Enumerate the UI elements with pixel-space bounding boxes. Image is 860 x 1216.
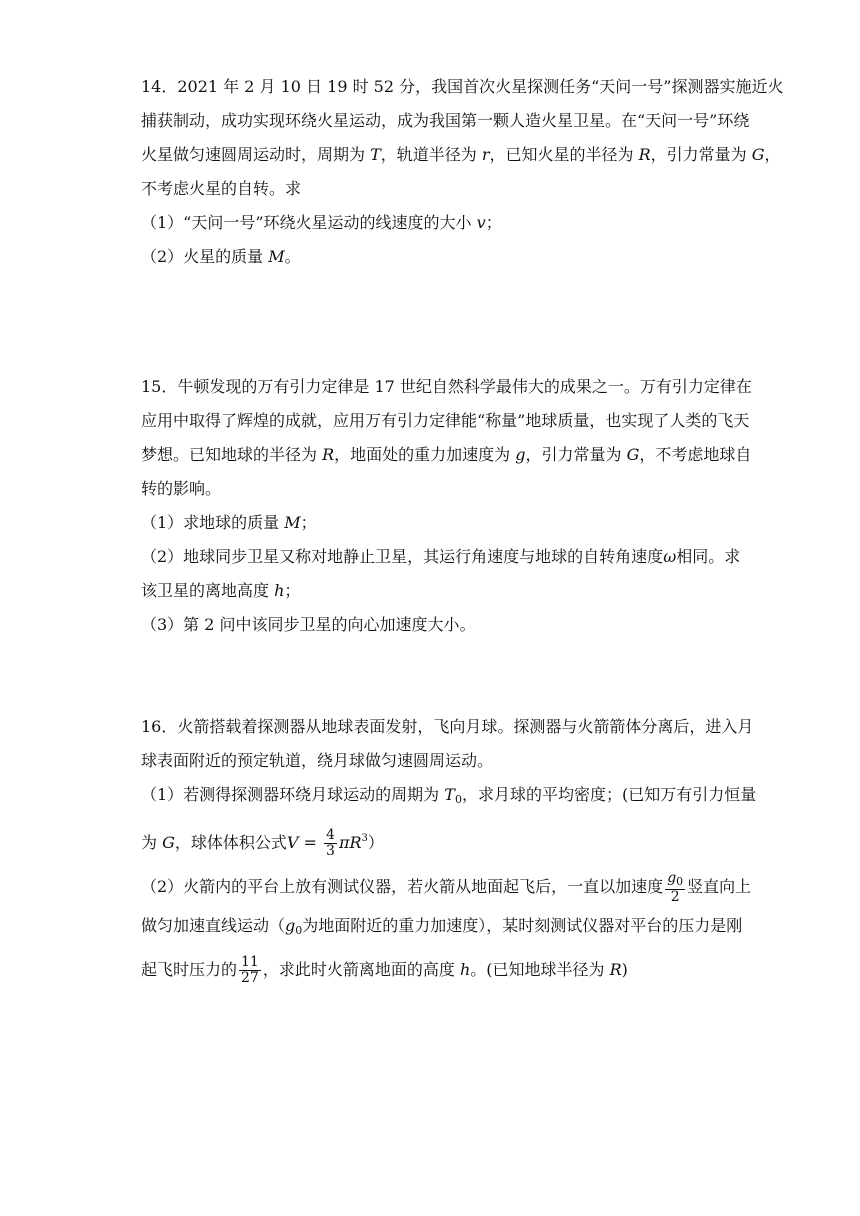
var-M: M: [284, 513, 301, 532]
var-v: v: [476, 213, 486, 232]
problem-16-question-2-cont-1: [141, 909, 743, 948]
problem-15-line-1: 15．牛顿发现的万有引力定律是 17 世纪自然科学最伟大的成果之一。万有引力定律在: [141, 377, 752, 396]
text: ，: [764, 145, 781, 164]
text: （1）若测得探测器环绕月球运动的周期为: [141, 785, 445, 804]
problem-15-line-3: [141, 438, 752, 472]
problem-14-line-4: 不考虑火星的自转。求: [141, 179, 302, 198]
problem-16-question-2-cont-2: [141, 948, 721, 992]
text: ，不考虑地球自: [639, 445, 752, 464]
text: ，球体体积公式: [174, 833, 287, 852]
text: （2）火星的质量: [141, 247, 269, 266]
problem-14-question-2: [141, 240, 721, 274]
text: ，已知火星的半径为: [489, 145, 639, 164]
fraction-denominator: 27: [241, 970, 259, 986]
text: 竖直向上: [687, 877, 752, 896]
var-R: R: [322, 445, 335, 464]
superscript-3: 3: [361, 833, 368, 844]
var-pi: π: [338, 833, 350, 852]
var-V: V: [286, 833, 299, 852]
text: 做匀加速直线运动（: [141, 916, 286, 935]
text: 。: [284, 247, 301, 266]
text: （1）“天问一号”环绕火星运动的线速度的大小: [141, 213, 477, 232]
text: ，引力常量为: [525, 445, 627, 464]
fraction-denominator: 3: [326, 843, 335, 859]
var-R: R: [638, 145, 651, 164]
fraction-numerator: 4: [326, 827, 335, 843]
problem-16-question-1-cont: [141, 817, 721, 865]
text: ；: [284, 581, 301, 600]
text: ，求月球的平均密度；(已知万有引力恒量: [461, 785, 757, 804]
text: ，地面处的重力加速度为: [334, 445, 516, 464]
fraction-11-27: [239, 955, 261, 986]
text: ，求此时火箭离地面的高度: [262, 960, 460, 979]
problem-16-question-1: [141, 778, 757, 817]
text: 起飞时压力的: [141, 960, 238, 979]
text: ）: [367, 833, 384, 852]
problem-15: [141, 370, 752, 642]
text: ): [621, 960, 628, 979]
var-h: h: [274, 581, 285, 600]
var-h: h: [459, 960, 471, 979]
problem-15-question-2: [141, 540, 741, 574]
var-G: G: [751, 145, 765, 164]
problem-14: [141, 70, 784, 274]
problem-15-question-3: （3）第 2 问中该同步卫星的向心加速度大小。: [141, 615, 476, 634]
text: 。(已知地球半径为: [470, 960, 610, 979]
problem-15-line-4: 转的影响。: [141, 479, 222, 498]
var-R: R: [349, 833, 362, 852]
var-M: M: [268, 247, 285, 266]
problem-16-question-2: [141, 865, 752, 909]
problem-15-line-2: 应用中取得了辉煌的成就，应用万有引力定律能“称量”地球质量，也实现了人类的飞天: [141, 411, 750, 430]
fraction-4-3: [324, 828, 337, 859]
text: ，引力常量为: [650, 145, 752, 164]
subscript-0: 0: [676, 874, 684, 888]
equals: =: [298, 833, 323, 852]
text: 相同。求: [676, 547, 741, 566]
var-r: r: [481, 145, 490, 164]
var-T0: T: [444, 785, 455, 804]
problem-16-line-2: 球表面附近的预定轨道，绕月球做匀速圆周运动。: [141, 751, 494, 770]
text: ，轨道半径为: [380, 145, 482, 164]
var-g: g: [667, 869, 677, 886]
problem-15-question-1: [141, 506, 721, 540]
text: 为地面附近的重力加速度），某时刻测试仪器对平台的压力是刚: [302, 916, 743, 935]
var-g: g: [515, 445, 526, 464]
text: （1）求地球的质量: [141, 513, 285, 532]
text: 为: [141, 833, 163, 852]
var-omega: ω: [663, 547, 677, 566]
text: 梦想。已知地球的半径为: [141, 445, 323, 464]
text: 火星做匀速圆周运动时，周期为: [141, 145, 371, 164]
problem-16: [141, 710, 757, 992]
problem-16-line-1: 16．火箭搭载着探测器从地球表面发射，飞向月球。探测器与火箭箭体分离后，进入月: [141, 717, 754, 736]
problem-14-line-2: 捕获制动，成功实现环绕火星运动，成为我国第一颗人造火星卫星。在“天问一号”环绕: [141, 111, 750, 130]
subscript-0: 0: [454, 793, 462, 806]
fraction-numerator: 11: [241, 954, 259, 970]
var-g0: g: [285, 916, 296, 935]
fraction-numerator: [665, 871, 685, 890]
fraction-g0-2: [665, 871, 685, 905]
var-T: T: [370, 145, 381, 164]
var-G: G: [626, 445, 640, 464]
problem-15-question-2-cont: [141, 574, 721, 608]
problem-14-question-1: [141, 206, 721, 240]
var-R: R: [609, 960, 622, 979]
text: 该卫星的离地高度: [141, 581, 275, 600]
text: （2）地球同步卫星又称对地静止卫星，其运行角速度与地球的自转角速度: [141, 547, 664, 566]
problem-14-line-3: [141, 138, 781, 172]
subscript-0: 0: [295, 924, 303, 937]
text: ；: [485, 213, 502, 232]
fraction-denominator: 2: [670, 888, 680, 905]
text: ；: [300, 513, 317, 532]
var-G: G: [162, 833, 175, 852]
problem-14-line-1: 14．2021 年 2 月 10 日 19 时 52 分，我国首次火星探测任务“天问一号”探测器实施近火: [141, 77, 784, 96]
text: （2）火箭内的平台上放有测试仪器，若火箭从地面起飞后，一直以加速度: [141, 877, 664, 896]
